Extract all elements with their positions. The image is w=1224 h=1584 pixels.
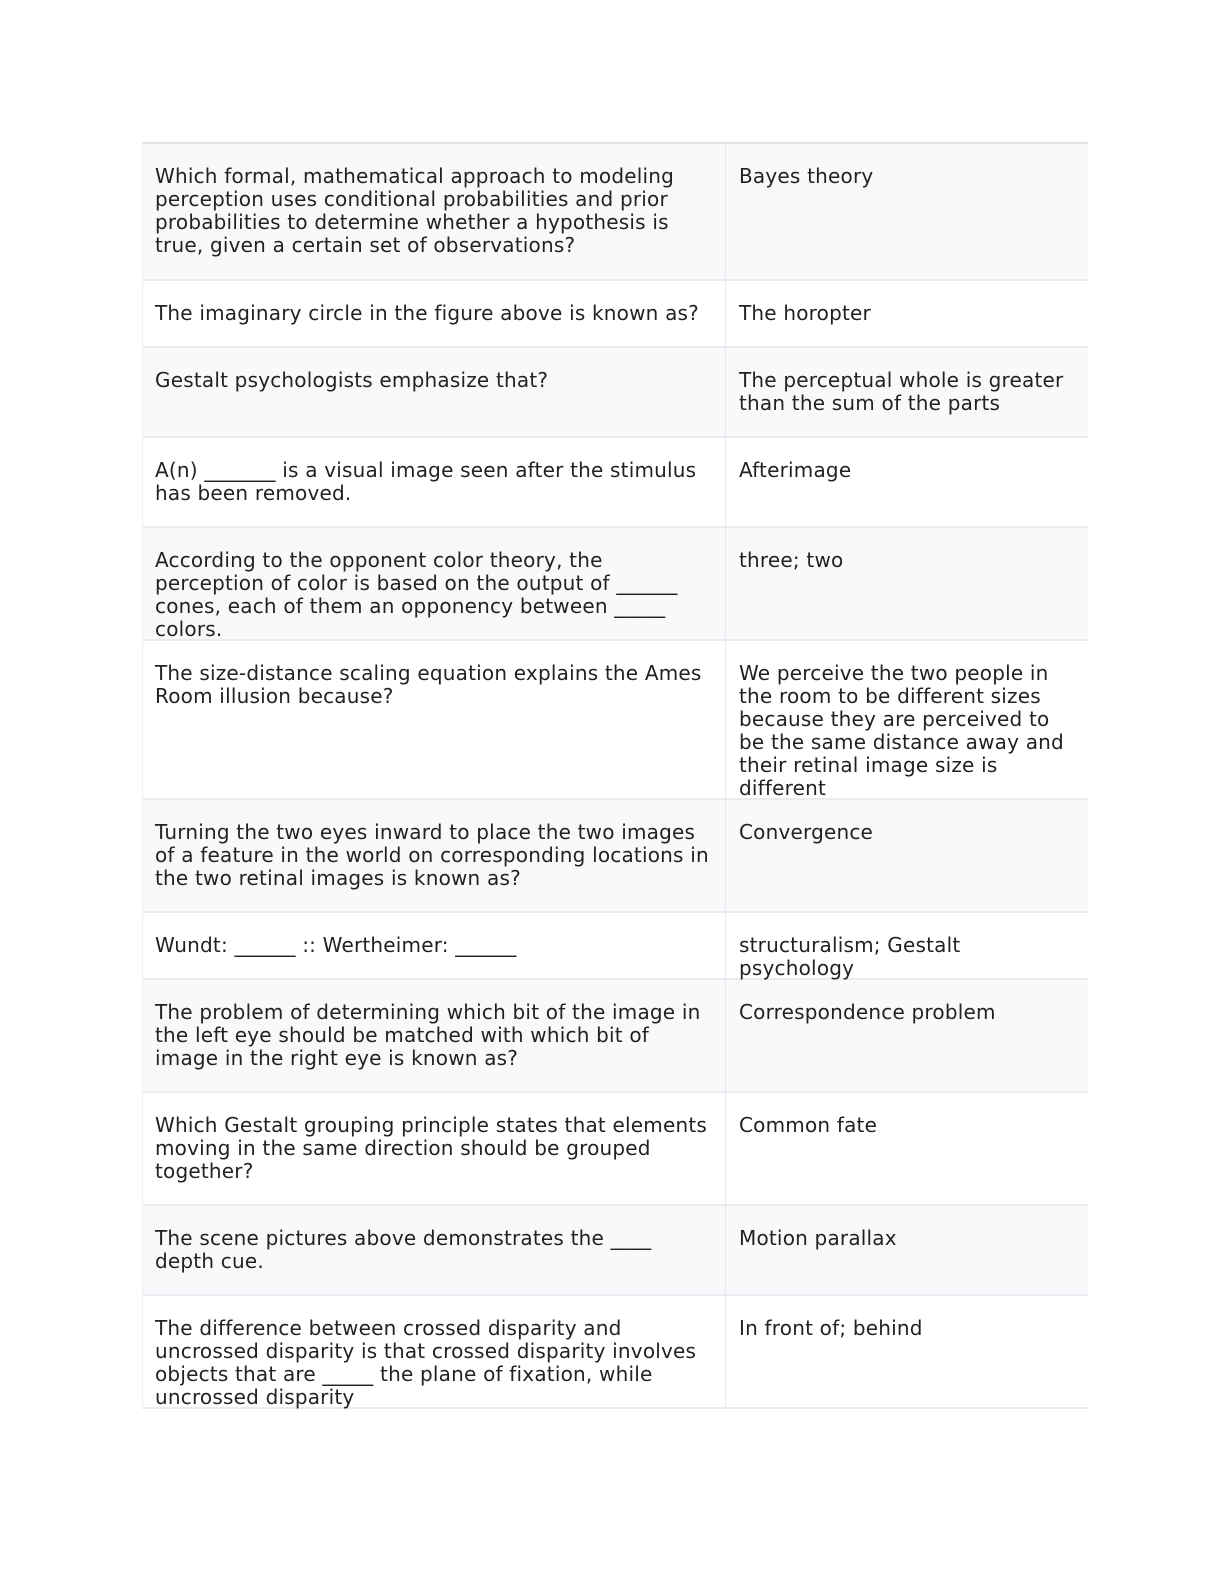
term-cell: Gestalt psychologists emphasize that? xyxy=(142,348,726,436)
term-cell: A(n) _______ is a visual image seen after the stimulus has been removed. xyxy=(142,438,726,526)
definition-cell: The perceptual whole is greater than the sum of the parts xyxy=(739,368,1064,415)
table-row xyxy=(142,528,1088,641)
term-cell: The imaginary circle in the figure above is known as? xyxy=(142,281,726,346)
table-row xyxy=(142,281,1088,348)
table-row xyxy=(142,1296,1088,1409)
definition-cell: Motion parallax xyxy=(739,1226,897,1250)
definition-cell: structuralism; Gestalt psychology xyxy=(739,933,961,980)
table-row xyxy=(142,1206,1088,1296)
definition-cell: In front of; behind xyxy=(739,1316,923,1340)
term-cell: The difference between crossed disparity and uncrossed disparity is that crossed disparity involves objects that are _____ the plane of fixation, while uncrossed disparity xyxy=(142,1296,726,1407)
term-cell: The problem of determining which bit of the image in the left eye should be matched with which bit of image in the right eye is known as? xyxy=(142,980,726,1091)
table-row xyxy=(142,641,1088,800)
definition-cell: Convergence xyxy=(739,820,874,844)
definition-cell: We perceive the two people in the room to be different sizes because they are perceived to be the same distance away and their retinal image size is different xyxy=(739,661,1064,800)
table-row xyxy=(142,980,1088,1093)
term-cell: The scene pictures above demonstrates the ____ depth cue. xyxy=(142,1206,726,1294)
definition-cell: three; two xyxy=(739,548,844,572)
table-row xyxy=(142,348,1088,438)
term-cell: Which formal, mathematical approach to modeling perception uses conditional probabilities and prior probabilities to determine whether a hypothesis is true, given a certain set of observations? xyxy=(142,144,726,279)
table-row xyxy=(142,913,1088,980)
definition-cell: Common fate xyxy=(739,1113,878,1137)
table-row xyxy=(142,144,1088,281)
term-cell: According to the opponent color theory, the perception of color is based on the output of ______ cones, each of them an opponency between _____ colors. xyxy=(142,528,726,639)
definition-cell: The horopter xyxy=(739,301,871,325)
table-row xyxy=(142,800,1088,913)
definition-cell: Afterimage xyxy=(739,458,852,482)
term-cell: The size-distance scaling equation explains the Ames Room illusion because? xyxy=(142,641,726,798)
table-row xyxy=(142,1093,1088,1206)
term-cell: Which Gestalt grouping principle states that elements moving in the same direction should be grouped together? xyxy=(142,1093,726,1204)
definition-cell: Correspondence problem xyxy=(739,1000,996,1024)
definition-cell: Bayes theory xyxy=(739,164,874,188)
table-row xyxy=(142,438,1088,528)
term-cell: Wundt: ______ :: Wertheimer: ______ xyxy=(142,913,726,978)
flashcard-table xyxy=(142,142,1088,1409)
term-cell: Turning the two eyes inward to place the two images of a feature in the world on corresponding locations in the two retinal images is known as? xyxy=(142,800,726,911)
